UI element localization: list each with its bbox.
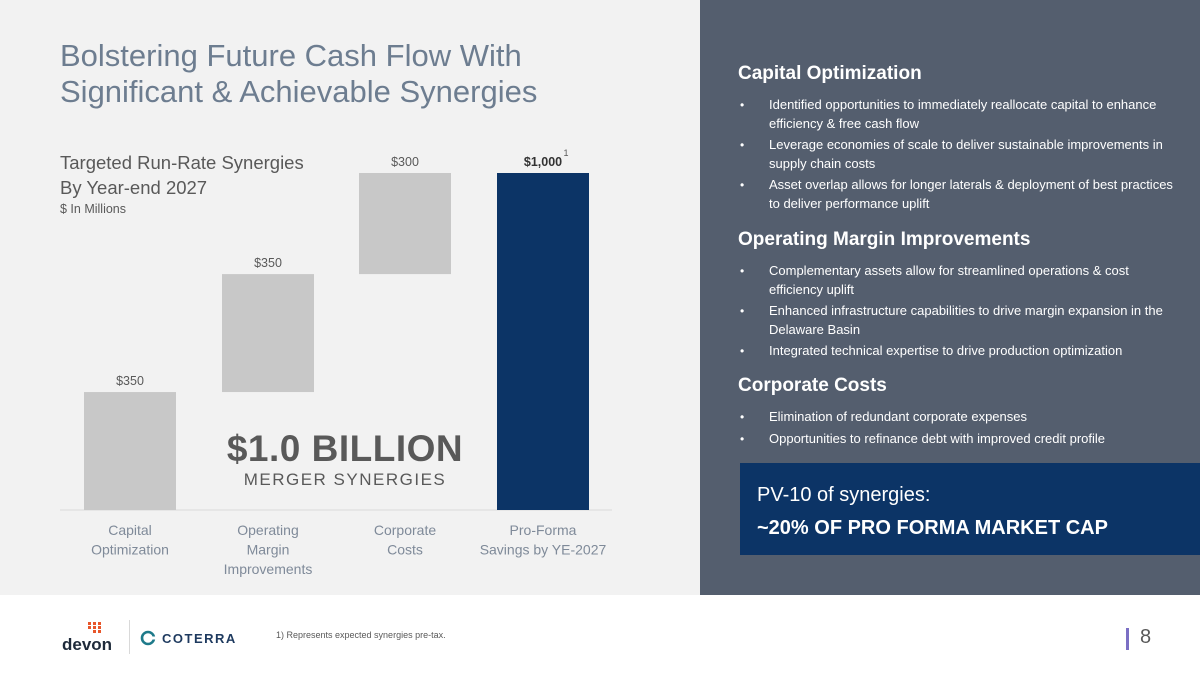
category-label-2: Corporate Costs: [373, 522, 437, 558]
bullet-item: [738, 342, 1178, 361]
data-label-3: $1,000: [523, 155, 563, 169]
category-label-0: Capital Optimization: [91, 522, 169, 558]
category-label-3: Pro-Forma Savings by YE-2027: [479, 522, 607, 558]
bullet-item: [738, 96, 1178, 133]
bullet-icon: •: [740, 178, 745, 192]
category-label-1: Operating Margin Improvements: [223, 522, 313, 577]
pv10-callout-box: [740, 463, 1200, 555]
bullet-icon: •: [740, 431, 745, 446]
bullet-text: Enhanced infrastructure capabilities to drive margin expansion in the Delaware Basin: [769, 303, 1163, 337]
callout-amount: $1.0 BILLION: [226, 428, 464, 469]
synergies-callout: [220, 428, 470, 490]
pv10-label: PV-10 of synergies:: [757, 484, 931, 506]
bullet-icon: •: [740, 410, 745, 424]
section-heading: Operating Margin Improvements: [738, 229, 1031, 250]
coterra-logo: [140, 626, 237, 650]
data-label-0: $350: [116, 374, 144, 389]
bullet-icon: •: [740, 304, 745, 318]
bullet-text: Elimination of redundant corporate expenses: [769, 409, 1027, 424]
coterra-logo-icon: [140, 630, 156, 646]
section-heading: Capital Optimization: [738, 63, 922, 84]
section-capital-optimization: [738, 62, 1178, 216]
devon-logo-text: devon: [62, 635, 113, 654]
bullet-item: [738, 136, 1178, 173]
bullet-text: Asset overlap allows for longer laterals & deployment of best practices to deliver performance uplift: [769, 177, 1173, 211]
page-number: 8: [1140, 626, 1152, 648]
bar-2: [359, 173, 451, 274]
callout-caption: MERGER SYNERGIES: [243, 470, 447, 489]
data-label-1: $350: [254, 256, 282, 271]
coterra-logo-text: COTERRA: [162, 630, 237, 646]
page-number-accent: [1126, 628, 1129, 650]
chart-units-label: $ In Millions: [60, 202, 126, 216]
bullet-text: Identified opportunities to immediately reallocate capital to enhance efficiency & free cash flow: [769, 97, 1157, 131]
bullet-text: Integrated technical expertise to drive production optimization: [769, 343, 1123, 358]
logo-divider: [129, 620, 130, 654]
chart-title-line-2: By Year-end 2027: [60, 177, 208, 198]
bar-1: [222, 274, 314, 392]
section-heading: Corporate Costs: [738, 375, 887, 396]
footnote: 1) Represents expected synergies pre-tax.: [276, 630, 446, 640]
devon-logo: [60, 620, 120, 656]
bullet-text: Opportunities to refinance debt with improved credit profile: [769, 430, 1106, 446]
bullet-list: [738, 262, 1178, 361]
section-corporate-costs: [738, 374, 1178, 451]
bullet-text: Complementary assets allow for streamlined operations & cost efficiency uplift: [769, 263, 1129, 297]
bullet-icon: •: [740, 264, 745, 278]
bullet-list: [738, 408, 1178, 448]
devon-logo-icon: [60, 620, 120, 656]
bullet-text: Leverage economies of scale to deliver sustainable improvements in supply chain costs: [769, 137, 1163, 171]
section-operating-margin: [738, 228, 1178, 364]
bullet-list: [738, 96, 1178, 213]
bullet-icon: •: [740, 138, 745, 152]
pv10-value: ~20% OF PRO FORMA MARKET CAP: [757, 517, 1108, 539]
bullet-item: [738, 408, 1178, 427]
bar-3: [497, 173, 589, 510]
bullet-item: [738, 262, 1178, 299]
bullet-item: [738, 302, 1178, 339]
data-label-footnote-marker: 1: [563, 148, 569, 158]
bullet-item: [738, 430, 1178, 449]
bullet-icon: •: [740, 98, 745, 112]
bullet-item: [738, 176, 1178, 213]
page-title: Bolstering Future Cash Flow With Significant & Achievable Synergies: [60, 38, 538, 109]
bar-0: [84, 392, 176, 510]
chart-title-line-1: Targeted Run-Rate Synergies: [60, 152, 304, 173]
data-label-2: $300: [391, 155, 419, 169]
bullet-icon: •: [740, 344, 745, 358]
